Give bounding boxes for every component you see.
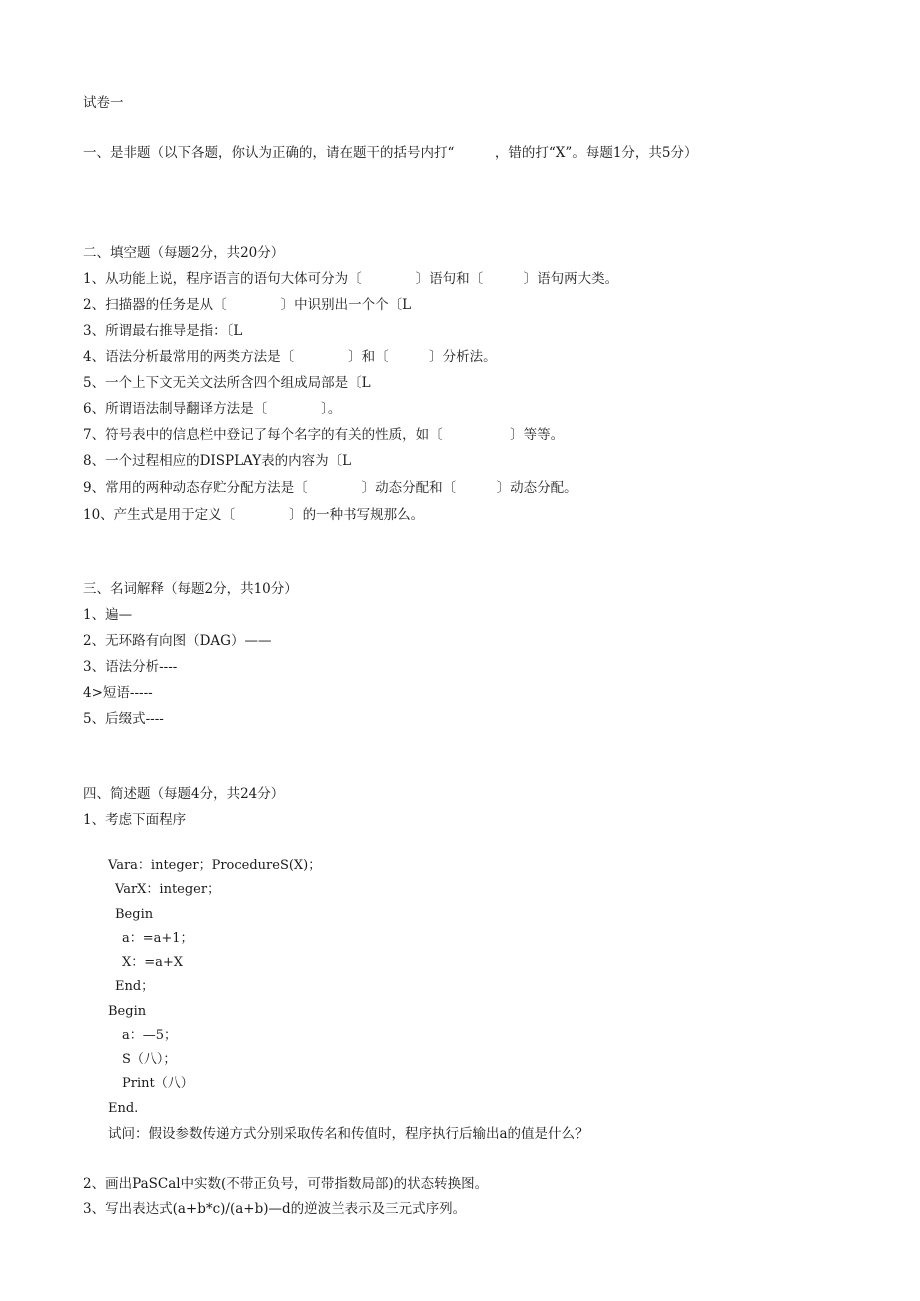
- fill-item-4: 4、语法分析最常用的两类方法是〔 〕和〔 〕分析法。: [83, 349, 497, 365]
- fill-item-6: 6、所谓语法制导翻译方法是〔 〕。: [83, 401, 342, 417]
- section3-heading: 三、名词解释（每题2分，共10分）: [83, 581, 298, 597]
- term-item-2: 2、无环路有向图（DAG）——: [83, 633, 272, 649]
- code-line: End；: [115, 979, 155, 994]
- term-item-4: 4>短语-----: [83, 685, 153, 701]
- term-item-1: 1、遍—: [83, 607, 133, 623]
- question-3: 3、写出表达式(a+b*c)/(a+b)—d的逆波兰表示及三元式序列。: [83, 1201, 467, 1217]
- fill-item-2: 2、扫描器的任务是从〔 〕中识别出一个个〔L: [83, 297, 412, 313]
- code-line: End.: [108, 1101, 139, 1116]
- term-item-3: 3、语法分析----: [83, 659, 178, 675]
- section1-heading: 一、是非题（以下各题，你认为正确的，请在题干的括号内打“ ，错的打“X”。每题1分，共5分）: [83, 145, 698, 161]
- fill-item-1: 1、从功能上说，程序语言的语句大体可分为〔 〕语句和〔 〕语句两大类。: [83, 271, 619, 287]
- fill-item-3: 3、所谓最右推导是指：〔L: [83, 323, 243, 339]
- fill-item-7: 7、符号表中的信息栏中登记了每个名字的有关的性质，如〔 〕等等。: [83, 427, 565, 443]
- question-2: 2、画出PaSCal中实数(不带正负号，可带指数局部)的状态转换图。: [83, 1176, 489, 1192]
- code-line: X：=a+X: [122, 955, 184, 970]
- code-line: Begin: [108, 1004, 147, 1019]
- term-item-5: 5、后缀式----: [83, 711, 164, 727]
- section4-heading: 四、简述题（每题4分，共24分）: [83, 786, 285, 802]
- page-title: 试卷一: [83, 95, 124, 111]
- question-1-intro: 1、考虑下面程序: [83, 812, 187, 828]
- fill-item-5: 5、一个上下文无关文法所含四个组成局部是〔L: [83, 375, 371, 391]
- question-1-ask: 试问：假设参数传递方式分别采取传名和传值时，程序执行后输出a的值是什么？: [108, 1126, 589, 1142]
- fill-item-10: 10、产生式是用于定义〔 〕的一种书写规那么。: [83, 507, 425, 523]
- section2-heading: 二、填空题（每题2分，共20分）: [83, 245, 285, 261]
- fill-item-8: 8、一个过程相应的DISPLAY表的内容为〔L: [83, 453, 352, 469]
- code-line: Begin: [115, 907, 154, 922]
- code-line: a：=a+1；: [122, 931, 194, 946]
- code-line: S（八）；: [122, 1052, 177, 1067]
- code-line: VarX：integer；: [115, 882, 221, 897]
- code-line: Print（八）: [122, 1076, 194, 1091]
- code-line: Vara：integer；ProcedureS(X)；: [108, 858, 322, 873]
- fill-item-9: 9、常用的两种动态存贮分配方法是〔 〕动态分配和〔 〕动态分配。: [83, 480, 578, 496]
- code-line: a：—5；: [122, 1028, 178, 1043]
